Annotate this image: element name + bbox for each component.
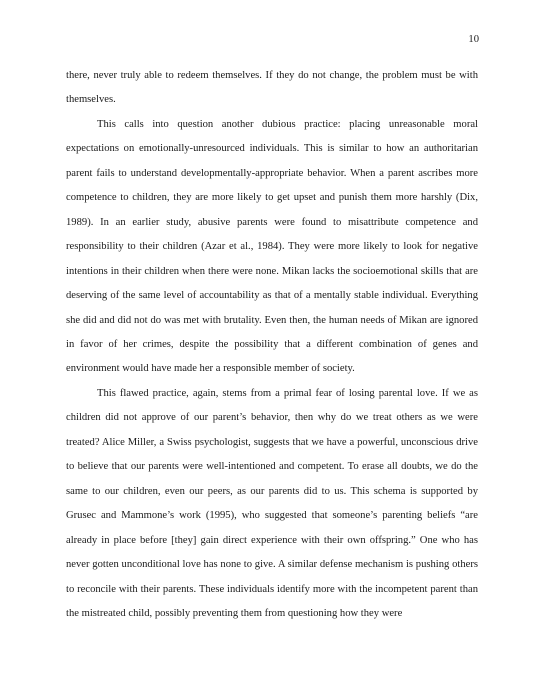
paragraph-3: This flawed practice, again, stems from a primal fear of losing parental love. If we as children did not approve of our parent’s behavior, then why do we treat others as we were treated? Alice Miller, a Swiss psychologist, suggests that we have a powerful, unconscious drive to believe that our parents were well-intentioned and competent. To erase all doubts, we do the same to our children, even our peers, as our parents did to us. This schema is supported by Grusec and Mammone’s work (1995), who suggested that someone’s parenting beliefs “are already in place before [they] gain direct experience with their own offspring.” One who has never gotten unconditional love has none to give. A similar defense mechanism is pushing others to reconcile with their parents. These individuals identify more with the incompetent parent than the mistreated child, possibly preventing them from questioning how they were [66,387,478,619]
page-number: 10 [468,34,479,45]
body-text [66,64,478,626]
paragraph-2: This calls into question another dubious practice: placing unreasonable moral expectations on emotionally-unresourced individuals. This is similar to how an authoritarian parent fails to understand developmentally-appropriate behavior. When a parent ascribes more competence to children, they are more likely to get upset and punish them more harshly (Dix, 1989). In an earlier study, abusive parents were found to misattribute competence and responsibility to their children (Azar et al., 1984). They were more likely to look for negative intentions in their children when there were none. Mikan lacks the socioemotional skills that are deserving of the same level of accountability as that of a mentally stable individual. Everything she did and did not do was met with brutality. Even then, the human needs of Mikan are ignored in favor of her crimes, despite the possibility that a different combination of genes and environment would have made her a responsible member of society. [66,118,478,375]
paragraph-1: there, never truly able to redeem themselves. If they do not change, the problem must be with themselves. [66,70,478,106]
